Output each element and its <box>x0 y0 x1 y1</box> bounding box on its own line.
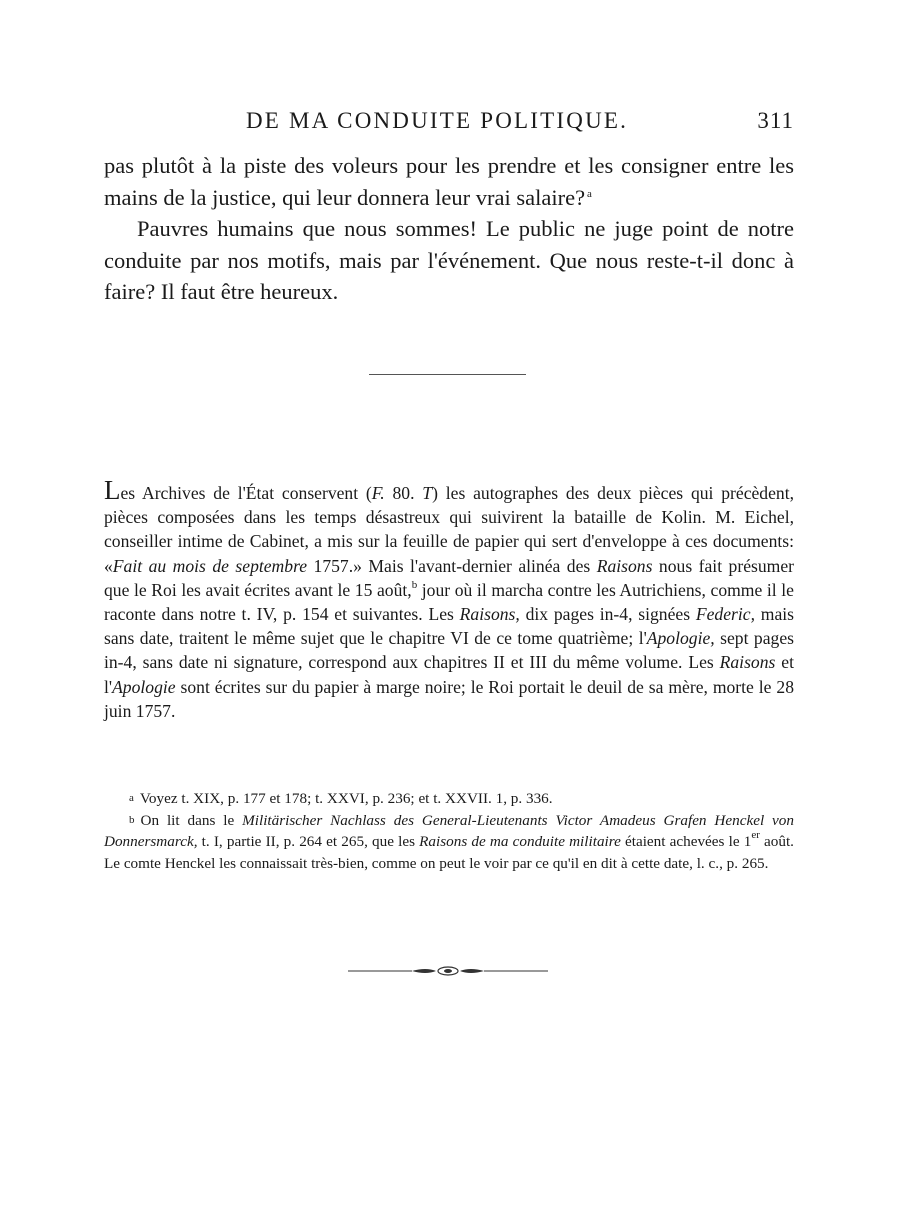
footnote-ref-a: a <box>586 187 592 200</box>
running-title: DE MA CONDUITE POLITIQUE. <box>246 108 629 133</box>
footnote-a: a Voyez t. XIX, p. 177 et 178; t. XXVI, p. 236; et t. XXVII. 1, p. 336. <box>129 790 553 807</box>
paragraph-closing: Pauvres humains que nous sommes! Le public ne juge point de notre conduite par nos motifs, mais par l'événement. Que nous reste-t-il donc à faire? Il faut être heureux. <box>104 216 794 304</box>
footnote-mark-a: a <box>129 792 134 804</box>
main-text <box>104 150 794 308</box>
page-header <box>104 108 794 138</box>
end-ornament <box>348 963 548 979</box>
editorial-paragraph: Les Archives de l'État conservent (F. 80. T) les autographes des deux pièces qui précèdent, pièces composées dans les temps désastreux qui suivirent la bataille de Kolin. M. Eichel, conseiller intime de Cabinet, a mis sur la feuille de papier qui sert d'enveloppe à ces documents: «Fait au mois de septembre 1757.» Mais l'avant-dernier alinéa des Raisons nous fait présumer que le Roi les avait écrites avant le 15 août,$^b$ jour où il marcha contre les Autrichiens, comme il le raconte dans notre t. IV, p. 154 et suivantes. Les Raisons, dix pages in-4, signées Federic, mais sans date, traitent le même sujet que le chapitre VI de ce tome quatrième; l'Apologie, sept pages in-4, sans date ni signature, correspond aux chapitres II et III du même volume. Les Raisons et l'Apologie sont écrites sur du papier à marge noire; le Roi portait le deuil de sa mère, morte le 28 juin 1757. <box>104 475 795 721</box>
paragraph-continuation: pas plutôt à la piste des voleurs pour les prendre et les consigner entre les mains de la justice, qui leur donnera leur vrai salaire? $^a$ <box>104 153 794 210</box>
footnote-b: b On lit dans le Militärischer Nachlass des General-Lieutenants Victor Amadeus Grafen Henckel von Donnersmarck, t. I, partie II, p. 264 et 265, que les Raisons de ma conduite militaire étaient achevées le 1er août. Le comte Henckel les connaissait très-bien, comme on peut le voir par ce qu'il en dit à cette date, l. c., p. 265. <box>104 811 794 872</box>
drop-cap: L <box>104 475 121 505</box>
footnote-ref-b: b <box>411 578 418 591</box>
editorial-note <box>104 475 795 723</box>
page-number: 311 <box>757 108 794 133</box>
section-divider <box>369 374 526 375</box>
footnote-mark-b: b <box>129 813 135 826</box>
footnotes <box>104 788 794 874</box>
